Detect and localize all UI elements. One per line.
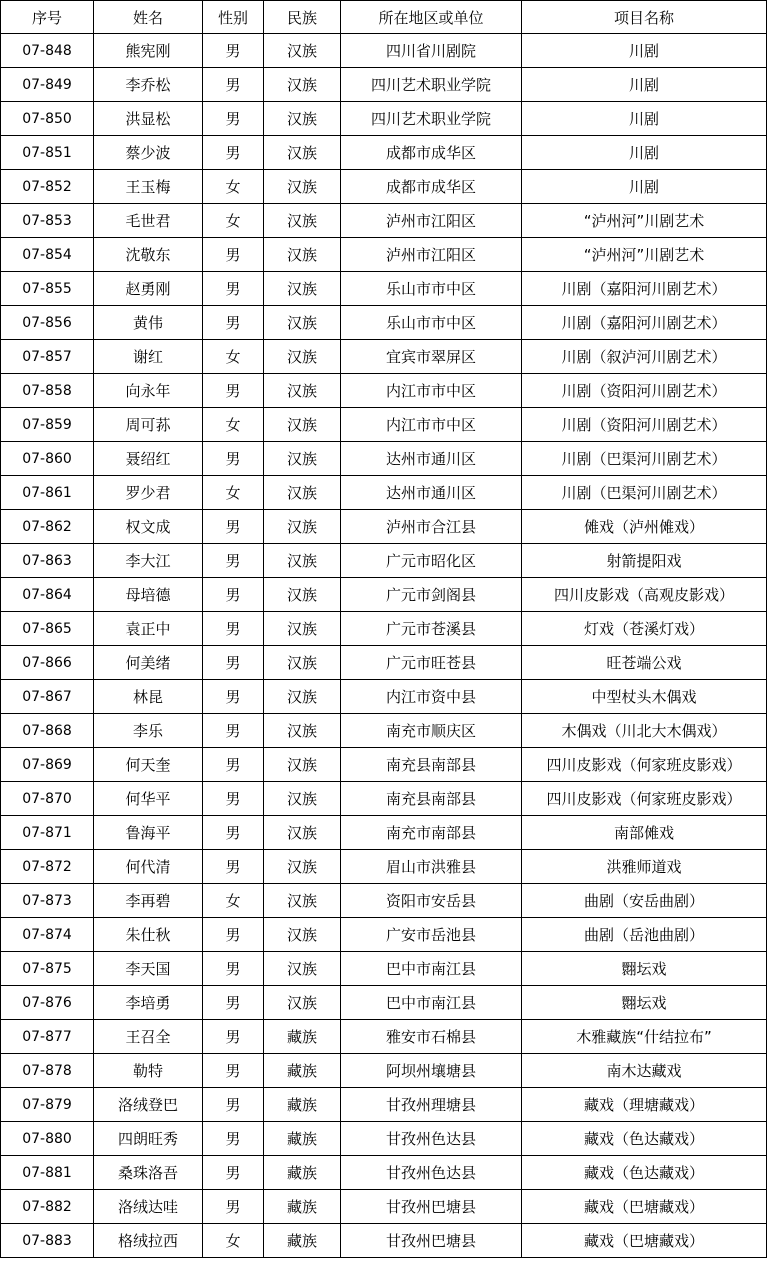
cell-gender: 男	[203, 510, 264, 544]
cell-ethnicity: 汉族	[264, 850, 341, 884]
cell-ethnicity: 汉族	[264, 476, 341, 510]
cell-ethnicity: 汉族	[264, 748, 341, 782]
cell-name: 沈敬东	[94, 238, 203, 272]
cell-name: 李天国	[94, 952, 203, 986]
table-row	[1, 238, 767, 272]
header-ethnicity: 民族	[264, 1, 341, 34]
cell-name: 洛绒达哇	[94, 1190, 203, 1224]
cell-seq: 07-855	[1, 272, 94, 306]
cell-name: 桑珠洛吾	[94, 1156, 203, 1190]
table-row	[1, 34, 767, 68]
cell-gender: 女	[203, 1224, 264, 1258]
cell-seq: 07-877	[1, 1020, 94, 1054]
cell-gender: 男	[203, 646, 264, 680]
cell-region: 内江市资中县	[341, 680, 522, 714]
cell-gender: 女	[203, 884, 264, 918]
cell-name: 母培德	[94, 578, 203, 612]
cell-seq: 07-866	[1, 646, 94, 680]
cell-name: 聂绍红	[94, 442, 203, 476]
cell-region: 成都市成华区	[341, 170, 522, 204]
cell-ethnicity: 汉族	[264, 782, 341, 816]
table-row	[1, 102, 767, 136]
cell-region: 甘孜州理塘县	[341, 1088, 522, 1122]
cell-gender: 男	[203, 238, 264, 272]
cell-name: 毛世君	[94, 204, 203, 238]
cell-gender: 女	[203, 476, 264, 510]
table-body	[1, 34, 767, 1258]
table-row	[1, 612, 767, 646]
cell-seq: 07-871	[1, 816, 94, 850]
cell-gender: 男	[203, 68, 264, 102]
cell-project: 川剧	[522, 170, 767, 204]
cell-ethnicity: 汉族	[264, 204, 341, 238]
cell-project: 木偶戏（川北大木偶戏）	[522, 714, 767, 748]
cell-project: 灯戏（苍溪灯戏）	[522, 612, 767, 646]
cell-name: 谢红	[94, 340, 203, 374]
cell-gender: 男	[203, 1122, 264, 1156]
cell-ethnicity: 汉族	[264, 272, 341, 306]
cell-project: 四川皮影戏（何家班皮影戏）	[522, 782, 767, 816]
cell-seq: 07-850	[1, 102, 94, 136]
cell-seq: 07-856	[1, 306, 94, 340]
cell-project: 射箭提阳戏	[522, 544, 767, 578]
cell-ethnicity: 汉族	[264, 340, 341, 374]
cell-seq: 07-851	[1, 136, 94, 170]
table-row	[1, 748, 767, 782]
cell-region: 广安市岳池县	[341, 918, 522, 952]
table-row	[1, 170, 767, 204]
cell-ethnicity: 汉族	[264, 68, 341, 102]
cell-gender: 男	[203, 1156, 264, 1190]
cell-seq: 07-878	[1, 1054, 94, 1088]
table-row	[1, 204, 767, 238]
cell-seq: 07-857	[1, 340, 94, 374]
cell-seq: 07-852	[1, 170, 94, 204]
cell-seq: 07-882	[1, 1190, 94, 1224]
cell-region: 资阳市安岳县	[341, 884, 522, 918]
cell-name: 格绒拉西	[94, 1224, 203, 1258]
cell-project: 藏戏（理塘藏戏）	[522, 1088, 767, 1122]
cell-region: 南充市顺庆区	[341, 714, 522, 748]
cell-region: 乐山市市中区	[341, 272, 522, 306]
cell-project: 藏戏（色达藏戏）	[522, 1122, 767, 1156]
cell-seq: 07-867	[1, 680, 94, 714]
table-row	[1, 816, 767, 850]
cell-region: 巴中市南江县	[341, 986, 522, 1020]
table-row	[1, 578, 767, 612]
cell-name: 何美绪	[94, 646, 203, 680]
cell-gender: 男	[203, 34, 264, 68]
cell-project: 川剧	[522, 68, 767, 102]
header-project: 项目名称	[522, 1, 767, 34]
cell-gender: 女	[203, 340, 264, 374]
cell-ethnicity: 汉族	[264, 646, 341, 680]
cell-seq: 07-881	[1, 1156, 94, 1190]
table-header	[1, 1, 767, 34]
cell-region: 四川省川剧院	[341, 34, 522, 68]
cell-gender: 男	[203, 306, 264, 340]
table-row	[1, 714, 767, 748]
cell-project: 川剧	[522, 34, 767, 68]
header-name: 姓名	[94, 1, 203, 34]
cell-name: 李乔松	[94, 68, 203, 102]
cell-project: 川剧（嘉阳河川剧艺术）	[522, 306, 767, 340]
table-row	[1, 1156, 767, 1190]
cell-gender: 男	[203, 850, 264, 884]
cell-name: 熊宪刚	[94, 34, 203, 68]
cell-region: 甘孜州色达县	[341, 1122, 522, 1156]
table-row	[1, 544, 767, 578]
cell-region: 达州市通川区	[341, 442, 522, 476]
table-row	[1, 1224, 767, 1258]
cell-gender: 男	[203, 1020, 264, 1054]
cell-name: 何代清	[94, 850, 203, 884]
cell-ethnicity: 藏族	[264, 1156, 341, 1190]
cell-project: 川剧	[522, 102, 767, 136]
cell-ethnicity: 汉族	[264, 34, 341, 68]
cell-seq: 07-862	[1, 510, 94, 544]
cell-gender: 男	[203, 374, 264, 408]
cell-region: 广元市苍溪县	[341, 612, 522, 646]
cell-name: 王召全	[94, 1020, 203, 1054]
cell-region: 四川艺术职业学院	[341, 102, 522, 136]
table-row	[1, 68, 767, 102]
cell-name: 洛绒登巴	[94, 1088, 203, 1122]
cell-ethnicity: 汉族	[264, 680, 341, 714]
cell-project: 川剧（巴渠河川剧艺术）	[522, 442, 767, 476]
cell-name: 王玉梅	[94, 170, 203, 204]
cell-seq: 07-858	[1, 374, 94, 408]
cell-project: 翾坛戏	[522, 986, 767, 1020]
cell-seq: 07-849	[1, 68, 94, 102]
cell-project: 旺苍端公戏	[522, 646, 767, 680]
cell-gender: 男	[203, 816, 264, 850]
header-region: 所在地区或单位	[341, 1, 522, 34]
cell-project: 藏戏（色达藏戏）	[522, 1156, 767, 1190]
cell-ethnicity: 藏族	[264, 1088, 341, 1122]
cell-ethnicity: 汉族	[264, 986, 341, 1020]
header-seq: 序号	[1, 1, 94, 34]
cell-project: 南部傩戏	[522, 816, 767, 850]
cell-gender: 男	[203, 578, 264, 612]
cell-seq: 07-854	[1, 238, 94, 272]
cell-gender: 男	[203, 986, 264, 1020]
table-row	[1, 646, 767, 680]
cell-seq: 07-883	[1, 1224, 94, 1258]
table-row	[1, 986, 767, 1020]
cell-project: 藏戏（巴塘藏戏）	[522, 1224, 767, 1258]
cell-region: 内江市市中区	[341, 408, 522, 442]
cell-region: 雅安市石棉县	[341, 1020, 522, 1054]
cell-gender: 男	[203, 680, 264, 714]
cell-seq: 07-880	[1, 1122, 94, 1156]
cell-ethnicity: 汉族	[264, 952, 341, 986]
table-row	[1, 1122, 767, 1156]
cell-name: 向永年	[94, 374, 203, 408]
table-row	[1, 1020, 767, 1054]
cell-region: 广元市剑阁县	[341, 578, 522, 612]
cell-region: 泸州市江阳区	[341, 238, 522, 272]
cell-gender: 男	[203, 952, 264, 986]
cell-seq: 07-872	[1, 850, 94, 884]
cell-seq: 07-864	[1, 578, 94, 612]
cell-ethnicity: 汉族	[264, 136, 341, 170]
cell-project: 曲剧（岳池曲剧）	[522, 918, 767, 952]
cell-project: 洪雅师道戏	[522, 850, 767, 884]
cell-region: 内江市市中区	[341, 374, 522, 408]
cell-region: 甘孜州色达县	[341, 1156, 522, 1190]
cell-ethnicity: 藏族	[264, 1190, 341, 1224]
cell-name: 周可荪	[94, 408, 203, 442]
table-row	[1, 374, 767, 408]
cell-region: 南充市南部县	[341, 816, 522, 850]
table-row	[1, 1054, 767, 1088]
cell-name: 权文成	[94, 510, 203, 544]
cell-name: 李乐	[94, 714, 203, 748]
cell-seq: 07-869	[1, 748, 94, 782]
cell-name: 林昆	[94, 680, 203, 714]
cell-gender: 男	[203, 918, 264, 952]
cell-ethnicity: 汉族	[264, 170, 341, 204]
cell-project: 木雅藏族“什结拉布”	[522, 1020, 767, 1054]
cell-ethnicity: 藏族	[264, 1054, 341, 1088]
cell-region: 广元市昭化区	[341, 544, 522, 578]
table-row	[1, 850, 767, 884]
cell-gender: 女	[203, 170, 264, 204]
cell-project: 川剧（资阳河川剧艺术）	[522, 408, 767, 442]
cell-seq: 07-879	[1, 1088, 94, 1122]
cell-ethnicity: 藏族	[264, 1122, 341, 1156]
cell-project: 四川皮影戏（何家班皮影戏）	[522, 748, 767, 782]
table-row	[1, 510, 767, 544]
cell-project: 翾坛戏	[522, 952, 767, 986]
table-row	[1, 884, 767, 918]
cell-name: 罗少君	[94, 476, 203, 510]
cell-project: 四川皮影戏（高观皮影戏）	[522, 578, 767, 612]
cell-ethnicity: 藏族	[264, 1224, 341, 1258]
cell-ethnicity: 汉族	[264, 238, 341, 272]
cell-project: 南木达藏戏	[522, 1054, 767, 1088]
cell-region: 成都市成华区	[341, 136, 522, 170]
cell-ethnicity: 汉族	[264, 442, 341, 476]
cell-region: 泸州市江阳区	[341, 204, 522, 238]
cell-gender: 男	[203, 714, 264, 748]
cell-region: 泸州市合江县	[341, 510, 522, 544]
table-row	[1, 136, 767, 170]
cell-name: 赵勇刚	[94, 272, 203, 306]
cell-name: 勒特	[94, 1054, 203, 1088]
cell-region: 四川艺术职业学院	[341, 68, 522, 102]
cell-region: 阿坝州壤塘县	[341, 1054, 522, 1088]
table-row	[1, 442, 767, 476]
cell-region: 乐山市市中区	[341, 306, 522, 340]
cell-project: 中型杖头木偶戏	[522, 680, 767, 714]
cell-project: 傩戏（泸州傩戏）	[522, 510, 767, 544]
cell-name: 朱仕秋	[94, 918, 203, 952]
cell-ethnicity: 汉族	[264, 102, 341, 136]
cell-project: 曲剧（安岳曲剧）	[522, 884, 767, 918]
cell-gender: 男	[203, 272, 264, 306]
header-row	[1, 1, 767, 34]
table-row	[1, 340, 767, 374]
cell-seq: 07-853	[1, 204, 94, 238]
cell-name: 李大江	[94, 544, 203, 578]
cell-region: 达州市通川区	[341, 476, 522, 510]
cell-project: 川剧（叙泸河川剧艺术）	[522, 340, 767, 374]
cell-name: 李再碧	[94, 884, 203, 918]
table-row	[1, 782, 767, 816]
cell-project: 川剧（资阳河川剧艺术）	[522, 374, 767, 408]
table-row	[1, 476, 767, 510]
cell-region: 甘孜州巴塘县	[341, 1224, 522, 1258]
cell-gender: 女	[203, 204, 264, 238]
cell-region: 眉山市洪雅县	[341, 850, 522, 884]
cell-name: 黄伟	[94, 306, 203, 340]
cell-name: 鲁海平	[94, 816, 203, 850]
cell-ethnicity: 汉族	[264, 578, 341, 612]
cell-ethnicity: 汉族	[264, 510, 341, 544]
cell-name: 洪显松	[94, 102, 203, 136]
cell-region: 南充县南部县	[341, 782, 522, 816]
cell-name: 蔡少波	[94, 136, 203, 170]
cell-ethnicity: 汉族	[264, 816, 341, 850]
cell-seq: 07-861	[1, 476, 94, 510]
cell-name: 四朗旺秀	[94, 1122, 203, 1156]
table-row	[1, 952, 767, 986]
cell-gender: 男	[203, 748, 264, 782]
cell-ethnicity: 藏族	[264, 1020, 341, 1054]
cell-seq: 07-875	[1, 952, 94, 986]
cell-region: 宜宾市翠屏区	[341, 340, 522, 374]
table-row	[1, 272, 767, 306]
cell-gender: 男	[203, 782, 264, 816]
cell-project: 藏戏（巴塘藏戏）	[522, 1190, 767, 1224]
cell-seq: 07-865	[1, 612, 94, 646]
cell-region: 巴中市南江县	[341, 952, 522, 986]
cell-ethnicity: 汉族	[264, 544, 341, 578]
table-row	[1, 306, 767, 340]
cell-seq: 07-874	[1, 918, 94, 952]
cell-name: 何华平	[94, 782, 203, 816]
table-row	[1, 408, 767, 442]
cell-seq: 07-868	[1, 714, 94, 748]
cell-ethnicity: 汉族	[264, 408, 341, 442]
cell-gender: 男	[203, 136, 264, 170]
cell-seq: 07-873	[1, 884, 94, 918]
table-row	[1, 680, 767, 714]
cell-ethnicity: 汉族	[264, 918, 341, 952]
cell-ethnicity: 汉族	[264, 714, 341, 748]
cell-seq: 07-876	[1, 986, 94, 1020]
cell-gender: 男	[203, 1190, 264, 1224]
cell-name: 李培勇	[94, 986, 203, 1020]
cell-gender: 女	[203, 408, 264, 442]
cell-project: 川剧	[522, 136, 767, 170]
cell-seq: 07-870	[1, 782, 94, 816]
cell-ethnicity: 汉族	[264, 306, 341, 340]
cell-project: 川剧（嘉阳河川剧艺术）	[522, 272, 767, 306]
table-row	[1, 1088, 767, 1122]
cell-region: 甘孜州巴塘县	[341, 1190, 522, 1224]
header-gender: 性别	[203, 1, 264, 34]
cell-name: 袁正中	[94, 612, 203, 646]
table-row	[1, 918, 767, 952]
cell-ethnicity: 汉族	[264, 374, 341, 408]
cell-seq: 07-863	[1, 544, 94, 578]
cell-region: 南充县南部县	[341, 748, 522, 782]
cell-name: 何天奎	[94, 748, 203, 782]
cell-gender: 男	[203, 1088, 264, 1122]
cell-gender: 男	[203, 544, 264, 578]
cell-gender: 男	[203, 612, 264, 646]
cell-project: 川剧（巴渠河川剧艺术）	[522, 476, 767, 510]
table-row	[1, 1190, 767, 1224]
cell-region: 广元市旺苍县	[341, 646, 522, 680]
cell-seq: 07-848	[1, 34, 94, 68]
cell-ethnicity: 汉族	[264, 612, 341, 646]
cell-gender: 男	[203, 1054, 264, 1088]
cell-ethnicity: 汉族	[264, 884, 341, 918]
cell-gender: 男	[203, 102, 264, 136]
cell-seq: 07-859	[1, 408, 94, 442]
cell-project: “泸州河”川剧艺术	[522, 238, 767, 272]
cell-seq: 07-860	[1, 442, 94, 476]
cell-project: “泸州河”川剧艺术	[522, 204, 767, 238]
cell-gender: 男	[203, 442, 264, 476]
